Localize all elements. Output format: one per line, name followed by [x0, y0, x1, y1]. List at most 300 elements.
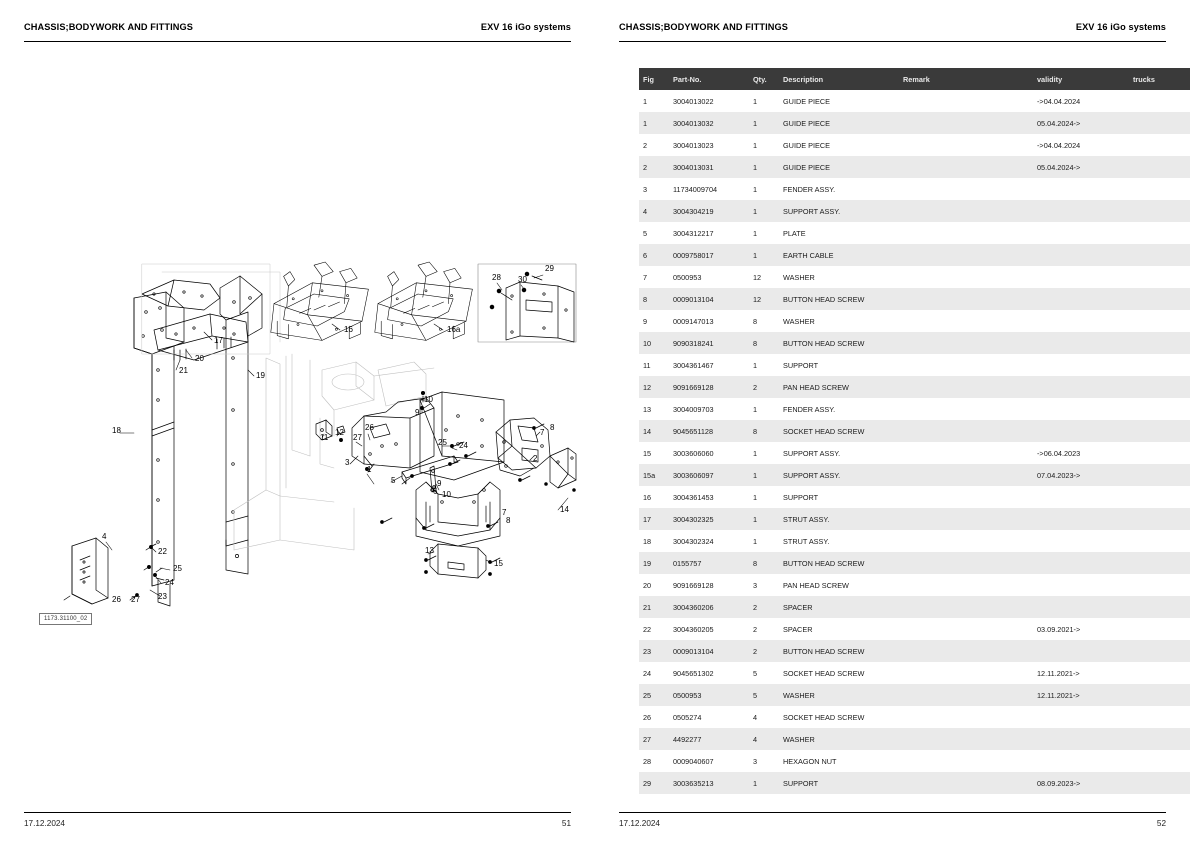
cell-qty: 1 — [753, 492, 758, 502]
cell-trucks — [1129, 508, 1190, 530]
cell-trucks — [1129, 706, 1190, 728]
cell-part-no: 0500953 — [673, 690, 702, 700]
callout-25: 25 — [173, 564, 182, 573]
cell-fig: 14 — [643, 426, 652, 436]
cell-trucks — [1129, 266, 1190, 288]
cell-trucks — [1129, 552, 1190, 574]
cell-remark — [899, 530, 1033, 552]
callout-24b: 24 — [459, 441, 468, 450]
cell-fig: 12 — [643, 382, 652, 392]
callout-10a: 10 — [424, 395, 433, 404]
cell-part-no: 3004304219 — [673, 206, 714, 216]
cell-fig: 19 — [643, 558, 652, 568]
cell-description: STRUT ASSY. — [783, 514, 830, 524]
cell-qty: 12 — [753, 294, 762, 304]
cell-trucks — [1129, 574, 1190, 596]
callout-14: 14 — [560, 505, 569, 514]
cell-validity: ->04.04.2024 — [1037, 140, 1081, 150]
cell-part-no: 3004009703 — [673, 404, 714, 414]
cell-trucks — [1129, 288, 1190, 310]
cell-description: SUPPORT — [783, 360, 819, 370]
table-row[interactable] — [639, 508, 1190, 530]
cell-trucks — [1129, 530, 1190, 552]
cell-remark — [899, 266, 1033, 288]
table-row[interactable] — [639, 442, 1190, 464]
callout-11: 11 — [320, 433, 329, 442]
callout-28: 28 — [492, 273, 501, 282]
cell-part-no: 3004302325 — [673, 514, 714, 524]
cell-description: STRUT ASSY. — [783, 536, 830, 546]
callout-22: 22 — [158, 547, 167, 556]
cell-trucks — [1129, 112, 1190, 134]
cell-validity — [1033, 222, 1129, 244]
cell-validity — [1033, 398, 1129, 420]
cell-qty: 2 — [753, 624, 758, 634]
cell-fig: 27 — [643, 734, 652, 744]
cell-qty: 3 — [753, 580, 758, 590]
cell-remark — [899, 772, 1033, 794]
callout-26b: 26 — [365, 423, 374, 432]
cell-validity: 05.04.2024-> — [1037, 162, 1081, 172]
cell-trucks — [1129, 684, 1190, 706]
cell-part-no: 11734009704 — [673, 184, 718, 194]
cell-description: HEXAGON NUT — [783, 756, 837, 766]
table-row[interactable] — [639, 398, 1190, 420]
parts-table — [639, 68, 1190, 794]
cell-description: GUIDE PIECE — [783, 118, 831, 128]
cell-trucks — [1129, 662, 1190, 684]
callout-23: 23 — [158, 592, 167, 601]
cell-qty: 1 — [753, 228, 758, 238]
cell-fig: 29 — [643, 778, 652, 788]
cell-fig: 10 — [643, 338, 652, 348]
table-row[interactable] — [639, 706, 1190, 728]
table-row[interactable] — [639, 354, 1190, 376]
cell-remark — [899, 288, 1033, 310]
callout-30: 30 — [518, 275, 527, 284]
cell-validity — [1033, 750, 1129, 772]
table-row[interactable] — [639, 310, 1190, 332]
cell-description: BUTTON HEAD SCREW — [783, 558, 865, 568]
cell-part-no: 9091669128 — [673, 382, 714, 392]
cell-part-no: 0009013104 — [673, 646, 714, 656]
callout-1: 1 — [367, 465, 372, 474]
callout-labels — [102, 264, 569, 604]
cell-trucks — [1129, 376, 1190, 398]
cell-fig: 4 — [643, 206, 648, 216]
cell-description: GUIDE PIECE — [783, 140, 831, 150]
cell-part-no: 9045651302 — [673, 668, 714, 678]
table-row[interactable] — [639, 618, 1190, 640]
cell-trucks — [1129, 134, 1190, 156]
callout-7a: 7 — [540, 428, 545, 437]
cell-remark — [899, 398, 1033, 420]
col-header-qty: Qty. — [749, 68, 779, 90]
cell-fig: 15 — [643, 448, 652, 458]
cell-description: SOCKET HEAD SCREW — [783, 668, 865, 678]
header-rule — [619, 41, 1166, 42]
table-row[interactable] — [639, 200, 1190, 222]
cell-fig: 1 — [643, 96, 648, 106]
cell-description: PAN HEAD SCREW — [783, 382, 849, 392]
cell-validity: 12.11.2021-> — [1037, 690, 1080, 700]
footer-date: 17.12.2024 — [619, 819, 660, 828]
cell-description: SUPPORT — [783, 492, 819, 502]
cell-qty: 1 — [753, 360, 758, 370]
cell-trucks — [1129, 222, 1190, 244]
cell-part-no: 0009040607 — [673, 756, 714, 766]
cell-qty: 1 — [753, 96, 758, 106]
parts-table-body — [639, 90, 1190, 794]
cell-qty: 5 — [753, 668, 758, 678]
cell-description: PAN HEAD SCREW — [783, 580, 849, 590]
cell-validity: 03.09.2021-> — [1037, 624, 1081, 634]
cell-part-no: 0009147013 — [673, 316, 714, 326]
table-row[interactable] — [639, 750, 1190, 772]
cell-validity: 12.11.2021-> — [1037, 668, 1080, 678]
cell-qty: 8 — [753, 558, 758, 568]
cell-fig: 25 — [643, 690, 652, 700]
cell-fig: 6 — [643, 250, 648, 260]
cell-trucks — [1129, 640, 1190, 662]
callout-8a: 8 — [550, 423, 555, 432]
cell-qty: 1 — [753, 778, 758, 788]
col-header-trucks: trucks — [1129, 68, 1190, 90]
cell-remark — [899, 134, 1033, 156]
cell-fig: 23 — [643, 646, 652, 656]
cell-part-no: 3004360206 — [673, 602, 714, 612]
page-number: 52 — [1156, 819, 1166, 828]
cell-description: FENDER ASSY. — [783, 184, 836, 194]
callout-2: 2 — [533, 454, 538, 463]
cell-description: WASHER — [783, 316, 815, 326]
cell-part-no: 3004013032 — [673, 118, 714, 128]
cell-part-no: 3003635213 — [673, 778, 714, 788]
cell-trucks — [1129, 596, 1190, 618]
cell-validity — [1033, 266, 1129, 288]
cell-qty: 1 — [753, 448, 758, 458]
cell-description: SOCKET HEAD SCREW — [783, 426, 865, 436]
cell-validity — [1033, 332, 1129, 354]
cell-part-no: 3004013031 — [673, 162, 714, 172]
cell-description: PLATE — [783, 228, 806, 238]
table-row[interactable] — [639, 684, 1190, 706]
cell-remark — [899, 332, 1033, 354]
cell-validity: ->04.04.2024 — [1037, 96, 1081, 106]
cell-part-no: 3004312217 — [673, 228, 714, 238]
cell-validity — [1033, 200, 1129, 222]
cell-fig: 2 — [643, 162, 648, 172]
table-row[interactable] — [639, 332, 1190, 354]
cell-description: EARTH CABLE — [783, 250, 834, 260]
cell-trucks — [1129, 354, 1190, 376]
cell-part-no: 3004302324 — [673, 536, 714, 546]
callout-15: 15 — [494, 559, 503, 568]
cell-validity — [1033, 376, 1129, 398]
cell-remark — [899, 706, 1033, 728]
col-header-validity: validity — [1033, 68, 1129, 90]
cell-validity — [1033, 420, 1129, 442]
drawing-svg — [34, 250, 579, 640]
cell-description: GUIDE PIECE — [783, 162, 831, 172]
cell-qty: 1 — [753, 404, 758, 414]
cell-part-no: 9091669128 — [673, 580, 714, 590]
cell-validity — [1033, 178, 1129, 200]
cell-part-no: 4492277 — [673, 734, 702, 744]
table-row[interactable] — [639, 464, 1190, 486]
cell-description: BUTTON HEAD SCREW — [783, 338, 865, 348]
callout-17: 17 — [214, 336, 223, 345]
cell-trucks — [1129, 310, 1190, 332]
table-row[interactable] — [639, 156, 1190, 178]
callout-27a: 27 — [131, 595, 140, 604]
cell-description: BUTTON HEAD SCREW — [783, 646, 865, 656]
footer-rule — [619, 812, 1166, 813]
col-header-remark: Remark — [899, 68, 1033, 90]
table-row[interactable] — [639, 134, 1190, 156]
cell-qty: 2 — [753, 602, 758, 612]
cell-validity — [1033, 530, 1129, 552]
cell-remark — [899, 464, 1033, 486]
footer-rule — [24, 812, 571, 813]
cell-fig: 26 — [643, 712, 652, 722]
cell-qty: 8 — [753, 338, 758, 348]
table-row[interactable] — [639, 486, 1190, 508]
cell-trucks — [1129, 200, 1190, 222]
cell-part-no: 3003606060 — [673, 448, 714, 458]
cell-description: SUPPORT ASSY. — [783, 206, 841, 216]
cell-trucks — [1129, 750, 1190, 772]
table-row[interactable] — [639, 662, 1190, 684]
cell-fig: 18 — [643, 536, 652, 546]
cell-remark — [899, 178, 1033, 200]
cell-validity: 05.04.2024-> — [1037, 118, 1081, 128]
cell-remark — [899, 618, 1033, 640]
cell-fig: 16 — [643, 492, 652, 502]
cell-description: SUPPORT ASSY. — [783, 470, 841, 480]
cell-part-no: 0155757 — [673, 558, 702, 568]
cell-qty: 1 — [753, 514, 758, 524]
page-header — [619, 22, 1166, 32]
page-footer-right — [619, 819, 1166, 828]
callout-24: 24 — [165, 578, 174, 587]
cell-remark — [899, 552, 1033, 574]
page-right — [595, 0, 1190, 842]
cell-trucks — [1129, 772, 1190, 794]
cell-part-no: 0500953 — [673, 272, 702, 282]
table-row[interactable] — [639, 420, 1190, 442]
cell-trucks — [1129, 90, 1190, 112]
cell-fig: 24 — [643, 668, 652, 678]
cell-qty: 1 — [753, 140, 758, 150]
cell-validity — [1033, 244, 1129, 266]
callout-9a: 9 — [415, 408, 420, 417]
callout-16a: 16a — [447, 325, 461, 334]
callout-9b: 9 — [437, 479, 442, 488]
cell-remark — [899, 156, 1033, 178]
cell-fig: 11 — [643, 360, 651, 370]
page-number: 51 — [561, 819, 571, 828]
cell-fig: 1 — [643, 118, 648, 128]
cell-trucks — [1129, 442, 1190, 464]
cell-part-no: 3004361467 — [673, 360, 714, 370]
cell-validity: 08.09.2023-> — [1037, 778, 1081, 788]
callout-5: 5 — [391, 476, 396, 485]
cell-fig: 8 — [643, 294, 648, 304]
cell-validity — [1033, 508, 1129, 530]
header-title: CHASSIS;BODYWORK AND FITTINGS — [24, 22, 193, 32]
cell-trucks — [1129, 332, 1190, 354]
cell-fig: 5 — [643, 228, 648, 238]
cell-remark — [899, 750, 1033, 772]
callout-7b: 7 — [502, 508, 507, 517]
table-row[interactable] — [639, 640, 1190, 662]
callout-6: 6 — [433, 487, 438, 496]
table-row[interactable] — [639, 178, 1190, 200]
cell-fig: 13 — [643, 404, 652, 414]
cell-fig: 3 — [643, 184, 648, 194]
cell-qty: 5 — [753, 690, 758, 700]
cell-description: GUIDE PIECE — [783, 96, 831, 106]
table-row[interactable] — [639, 772, 1190, 794]
cell-fig: 28 — [643, 756, 652, 766]
cell-remark — [899, 112, 1033, 134]
table-row[interactable] — [639, 552, 1190, 574]
cell-fig: 7 — [643, 272, 648, 282]
table-row[interactable] — [639, 574, 1190, 596]
callout-26a: 26 — [112, 595, 121, 604]
cell-remark — [899, 310, 1033, 332]
cell-qty: 2 — [753, 382, 758, 392]
table-row[interactable] — [639, 112, 1190, 134]
cell-remark — [899, 376, 1033, 398]
cell-fig: 21 — [643, 602, 652, 612]
cell-description: WASHER — [783, 690, 815, 700]
cell-remark — [899, 486, 1033, 508]
cell-qty: 4 — [753, 712, 758, 722]
header-model: EXV 16 iGo systems — [480, 22, 571, 32]
cell-qty: 1 — [753, 118, 758, 128]
cell-trucks — [1129, 618, 1190, 640]
cell-part-no: 0009013104 — [673, 294, 714, 304]
cell-part-no: 3003606097 — [673, 470, 714, 480]
cell-description: BUTTON HEAD SCREW — [783, 294, 865, 304]
cell-validity — [1033, 354, 1129, 376]
col-header-part-no: Part-No. — [669, 68, 749, 90]
cell-remark — [899, 728, 1033, 750]
cell-validity — [1033, 640, 1129, 662]
callout-16: 16 — [344, 325, 353, 334]
callout-13: 13 — [425, 546, 434, 555]
cell-part-no: 3004360205 — [673, 624, 714, 634]
cell-trucks — [1129, 464, 1190, 486]
cell-part-no: 0009758017 — [673, 250, 714, 260]
cell-trucks — [1129, 420, 1190, 442]
cell-qty: 1 — [753, 184, 758, 194]
table-row[interactable] — [639, 222, 1190, 244]
table-row[interactable] — [639, 288, 1190, 310]
header-model: EXV 16 iGo systems — [1075, 22, 1166, 32]
cell-description: SUPPORT ASSY. — [783, 448, 841, 458]
callout-10b: 10 — [442, 490, 451, 499]
cell-qty: 1 — [753, 206, 758, 216]
cell-remark — [899, 574, 1033, 596]
cell-validity — [1033, 706, 1129, 728]
callout-20: 20 — [195, 354, 204, 363]
callout-18: 18 — [112, 426, 121, 435]
cell-remark — [899, 354, 1033, 376]
table-row[interactable] — [639, 376, 1190, 398]
callout-8b: 8 — [506, 516, 511, 525]
table-header-row — [639, 68, 1190, 90]
cell-description: SOCKET HEAD SCREW — [783, 712, 865, 722]
cell-trucks — [1129, 398, 1190, 420]
cell-fig: 15a — [643, 470, 656, 480]
col-header-fig: Fig — [639, 68, 669, 90]
table-row[interactable] — [639, 266, 1190, 288]
cell-validity: 07.04.2023-> — [1037, 470, 1081, 480]
cell-qty: 12 — [753, 272, 762, 282]
cell-remark — [899, 684, 1033, 706]
cell-trucks — [1129, 244, 1190, 266]
cell-trucks — [1129, 486, 1190, 508]
table-row[interactable] — [639, 728, 1190, 750]
cell-validity — [1033, 288, 1129, 310]
cell-validity — [1033, 596, 1129, 618]
cell-qty: 8 — [753, 426, 758, 436]
cell-description: WASHER — [783, 272, 815, 282]
drawing-id-label: 1173.31100_02 — [39, 613, 92, 625]
header-rule — [24, 41, 571, 42]
cell-remark — [899, 662, 1033, 684]
table-row[interactable] — [639, 244, 1190, 266]
cell-qty: 1 — [753, 470, 758, 480]
cell-validity — [1033, 574, 1129, 596]
col-header-description: Description — [779, 68, 899, 90]
table-row[interactable] — [639, 596, 1190, 618]
cell-qty: 4 — [753, 734, 758, 744]
cell-validity: ->06.04.2023 — [1037, 448, 1081, 458]
cell-qty: 1 — [753, 250, 758, 260]
cell-description: SPACER — [783, 624, 813, 634]
cell-part-no: 3004361453 — [673, 492, 714, 502]
cell-fig: 20 — [643, 580, 652, 590]
callout-25b: 25 — [438, 438, 447, 447]
exploded-view-drawing — [34, 250, 579, 640]
table-row[interactable] — [639, 530, 1190, 552]
cell-remark — [899, 508, 1033, 530]
callout-21: 21 — [179, 366, 188, 375]
cell-validity — [1033, 486, 1129, 508]
callout-29: 29 — [545, 264, 554, 273]
cell-description: WASHER — [783, 734, 815, 744]
table-row[interactable] — [639, 90, 1190, 112]
footer-date: 17.12.2024 — [24, 819, 65, 828]
cell-validity — [1033, 728, 1129, 750]
cell-validity — [1033, 552, 1129, 574]
cell-description: SPACER — [783, 602, 813, 612]
cell-description: FENDER ASSY. — [783, 404, 836, 414]
cell-part-no: 9090318241 — [673, 338, 714, 348]
cell-validity — [1033, 310, 1129, 332]
cell-remark — [899, 244, 1033, 266]
callout-19: 19 — [256, 371, 265, 380]
cell-fig: 22 — [643, 624, 652, 634]
cell-qty: 1 — [753, 536, 758, 546]
cell-fig: 2 — [643, 140, 648, 150]
cell-trucks — [1129, 156, 1190, 178]
callout-12: 12 — [335, 428, 344, 437]
